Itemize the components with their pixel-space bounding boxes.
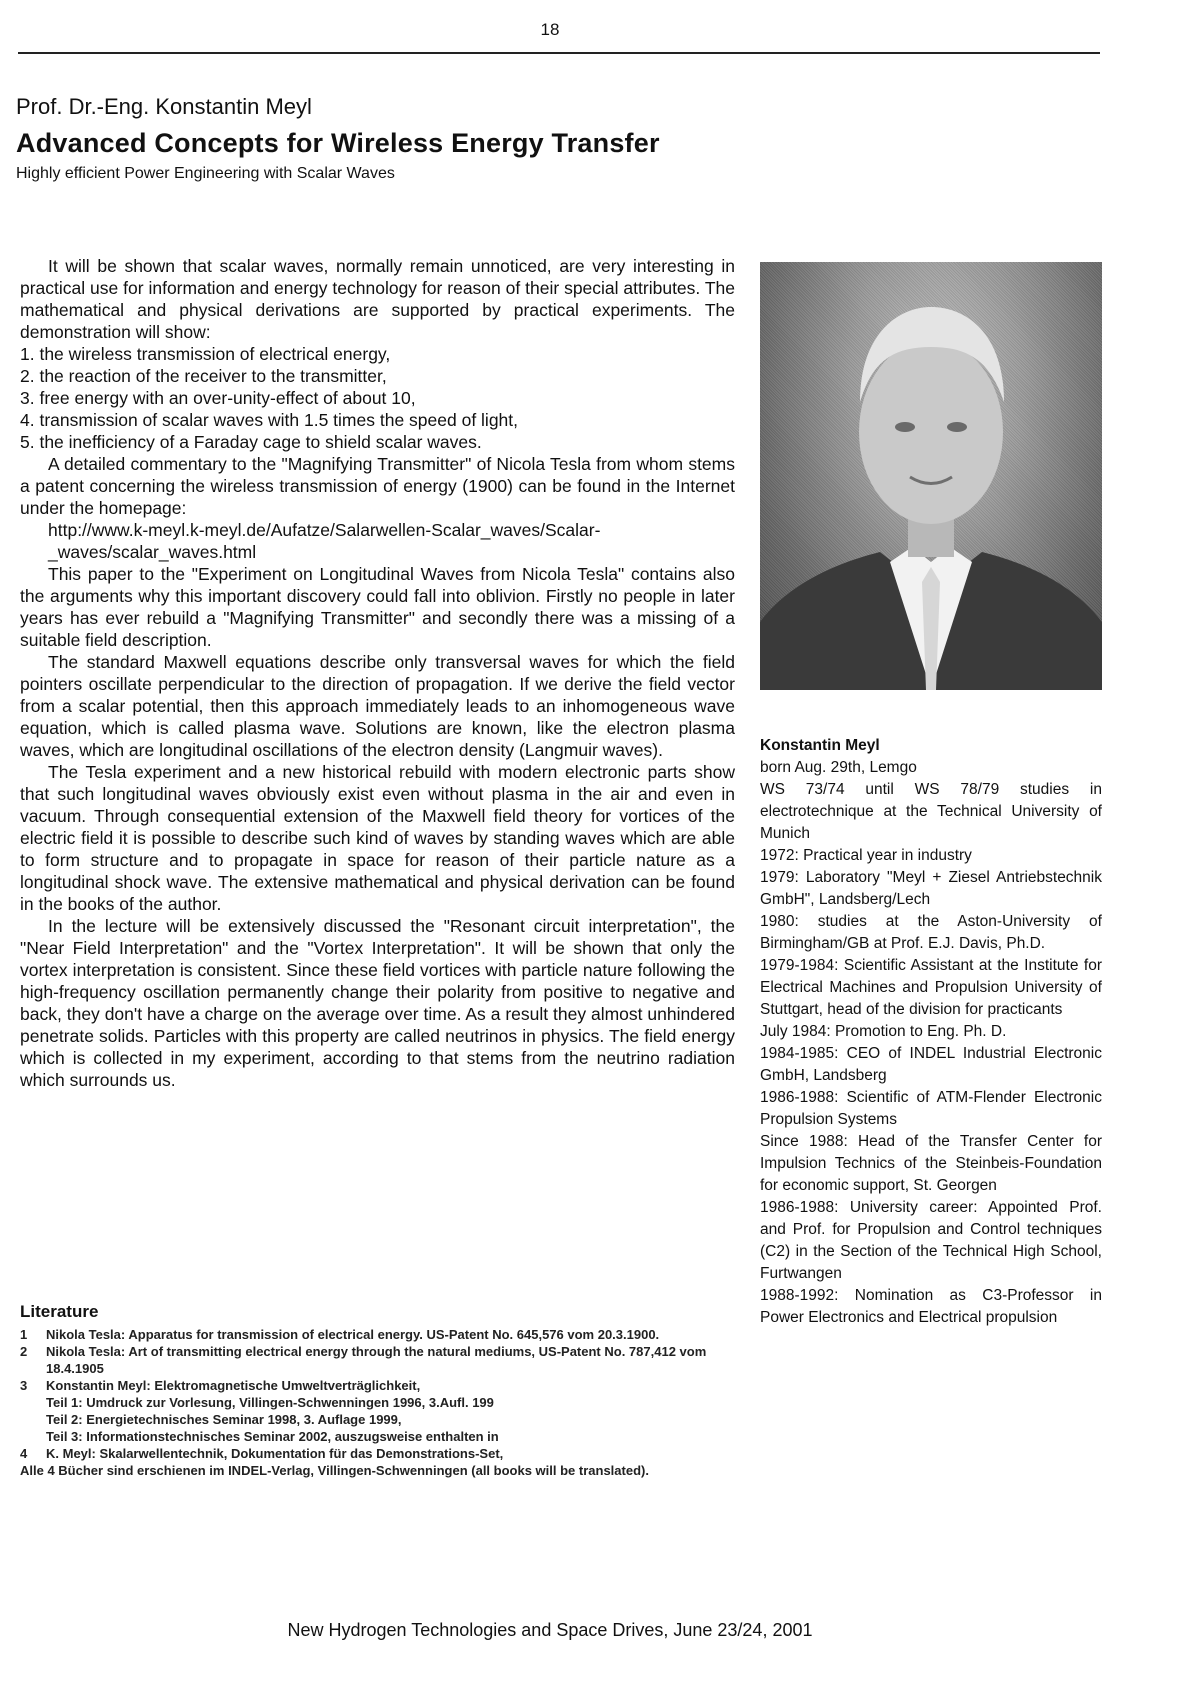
list-item: 5. the inefficiency of a Faraday cage to shield scalar waves. xyxy=(20,432,482,452)
bio-line: 1980: studies at the Aston-University of Birmingham/GB at Prof. E.J. Davis, Ph.D. xyxy=(760,913,1102,952)
literature-item xyxy=(20,1377,735,1394)
literature-item xyxy=(20,1326,735,1343)
demonstration-list xyxy=(20,343,735,453)
literature-number: 3 xyxy=(20,1378,28,1393)
literature-text: Nikola Tesla: Apparatus for transmission of electrical energy. US-Patent No. 645,576 vom 20.3.1900. xyxy=(46,1327,660,1342)
bio-line: 1986-1988: University career: Appointed Prof. and Prof. for Propulsion and Control techniques (C2) in the Section of the Technical High School, Furtwangen xyxy=(760,1199,1102,1282)
literature-text: K. Meyl: Skalarwellentechnik, Dokumentation für das Demonstrations-Set, xyxy=(46,1446,504,1461)
literature-subitem: Teil 1: Umdruck zur Vorlesung, Villingen-Schwenningen 1996, 3.Aufl. 199 xyxy=(46,1395,494,1410)
intro-paragraph: It will be shown that scalar waves, normally remain unnoticed, are very interesting in practical use for information and energy technology for reason of their special attributes. The mathematical and physical derivations are supported by practical experiments. The demonstration will show: xyxy=(20,256,735,342)
literature-number: 1 xyxy=(20,1327,28,1342)
bio-line: July 1984: Promotion to Eng. Ph. D. xyxy=(760,1023,1007,1040)
homepage-url[interactable]: http://www.k-meyl.k-meyl.de/Aufatze/Salarwellen-Scalar_waves/Scalar-_waves/scalar_waves.html xyxy=(48,520,601,562)
bio-line: 1986-1988: Scientific of ATM-Flender Electronic Propulsion Systems xyxy=(760,1089,1102,1128)
bio-line: 1979: Laboratory "Meyl + Ziesel Antriebstechnik GmbH", Landsberg/Lech xyxy=(760,869,1102,908)
bio-line: 1984-1985: CEO of INDEL Industrial Electronic GmbH, Landsberg xyxy=(760,1045,1102,1084)
literature-subitem: Teil 3: Informationstechnisches Seminar 2002, auszugsweise enthalten in xyxy=(46,1429,499,1444)
literature-subitem: Teil 2: Energietechnisches Seminar 1998, 3. Auflage 1999, xyxy=(46,1412,402,1427)
literature-number: 2 xyxy=(20,1344,28,1359)
paper-subtitle: Highly efficient Power Engineering with Scalar Waves xyxy=(16,165,395,182)
main-text-column xyxy=(20,255,735,1091)
literature-text: Nikola Tesla: Art of transmitting electrical energy through the natural mediums, US-Patent No. 787,412 vom 18.4.1905 xyxy=(46,1344,707,1376)
literature-item xyxy=(20,1343,735,1377)
tesla-paragraph: The Tesla experiment and a new historical rebuild with modern electronic parts show that such longitudinal waves obviously exist even without plasma in the air and even in vacuum. Through consequential extension of the Maxwell field theory for vortices of the electric field it is possible to describe such kind of waves by standing waves which are able to form structure and to propagate in space for reason of their particle nature as a longitudinal shock wave. The extensive mathematical and physical derivation can be found in the books of the author. xyxy=(20,762,735,914)
bio-line: WS 73/74 until WS 78/79 studies in electrotechnique at the Technical University of Munich xyxy=(760,781,1102,842)
experiment-paragraph: This paper to the "Experiment on Longitudinal Waves from Nicola Tesla" contains also the arguments why this important discovery could fall into oblivion. Firstly no people in later years has ever rebuild a "Magnifying Transmitter" and secondly there was a missing of a suitable field description. xyxy=(20,564,735,650)
author-biography xyxy=(760,735,1102,1329)
bio-line: 1972: Practical year in industry xyxy=(760,847,972,864)
author-portrait-photo xyxy=(760,262,1102,690)
literature-text: Konstantin Meyl: Elektromagnetische Umweltverträglichkeit, xyxy=(46,1378,421,1393)
list-item: 1. the wireless transmission of electrical energy, xyxy=(20,344,391,364)
bio-line: 1979-1984: Scientific Assistant at the Institute for Electrical Machines and Propulsion University of Stuttgart, head of the division for practicants xyxy=(760,957,1102,1018)
literature-heading: Literature xyxy=(20,1302,99,1321)
page-footer: New Hydrogen Technologies and Space Drives, June 23/24, 2001 xyxy=(287,1620,813,1640)
literature-section xyxy=(20,1302,735,1479)
page-number: 18 xyxy=(540,20,560,39)
maxwell-paragraph: The standard Maxwell equations describe only transversal waves for which the field pointers oscillate perpendicular to the direction of propagation. If we derive the field vector from a scalar potential, then this approach immediately leads to an inhomogeneous wave equation, which is called plasma wave. Solutions are known, like the electron plasma waves, which are longitudinal oscillations of the electron density (Langmuir waves). xyxy=(20,652,735,760)
header-rule xyxy=(18,52,1100,54)
list-item: 4. transmission of scalar waves with 1.5 times the speed of light, xyxy=(20,410,519,430)
author-name: Prof. Dr.-Eng. Konstantin Meyl xyxy=(16,94,312,119)
literature-item xyxy=(20,1445,735,1462)
bio-line: 1988-1992: Nomination as C3-Professor in Power Electronics and Electrical propulsion xyxy=(760,1287,1102,1326)
paper-title: Advanced Concepts for Wireless Energy Transfer xyxy=(16,128,660,158)
bio-name: Konstantin Meyl xyxy=(760,737,880,754)
bio-line: born Aug. 29th, Lemgo xyxy=(760,759,917,776)
literature-note: Alle 4 Bücher sind erschienen im INDEL-Verlag, Villingen-Schwenningen (all books will be translated). xyxy=(20,1463,649,1478)
list-item: 3. free energy with an over-unity-effect of about 10, xyxy=(20,388,416,408)
portrait-illustration xyxy=(760,262,1102,690)
list-item: 2. the reaction of the receiver to the transmitter, xyxy=(20,366,387,386)
commentary-paragraph: A detailed commentary to the "Magnifying Transmitter" of Nicola Tesla from whom stems a patent concerning the wireless transmission of energy (1900) can be found in the Internet under the homepage: xyxy=(20,454,735,518)
literature-number: 4 xyxy=(20,1446,28,1461)
lecture-paragraph: In the lecture will be extensively discussed the "Resonant circuit interpretation", the "Near Field Interpretation" and the "Vortex Interpretation". It will be shown that only the vortex interpretation is consistent. Since these field vortices with particle nature following the high-frequency oscillation permanently change their polarity from positive to negative and back, they don't have a charge on the average over time. As a result they almost unhindered penetrate solids. Particles with this property are called neutrinos in physics. The field energy which is collected in my experiment, according to that stems from the neutrino radiation which surrounds us. xyxy=(20,916,735,1090)
bio-line: Since 1988: Head of the Transfer Center for Impulsion Technics of the Steinbeis-Foundation for economic support, St. Georgen xyxy=(760,1133,1102,1194)
